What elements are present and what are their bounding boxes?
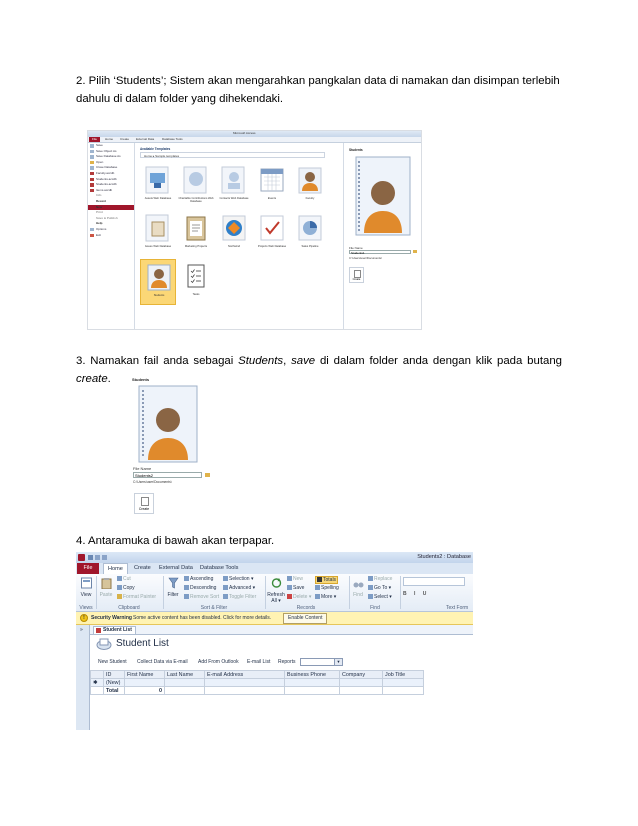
backstage-item-close-database[interactable]: Close Database: [88, 165, 134, 171]
document-tab-bar: [90, 625, 473, 635]
more-icon: [315, 594, 320, 599]
tab-home[interactable]: Home: [105, 137, 114, 141]
save-record-button[interactable]: Save: [287, 585, 304, 591]
form-title: Student List: [98, 638, 169, 649]
file-path: C:\Users\user\Documents\: [133, 480, 172, 484]
select-icon: [368, 594, 373, 599]
advanced-filter-icon: [223, 585, 228, 590]
backstage-item-save-object-as[interactable]: Save Object As: [88, 149, 134, 155]
funnel-icon: [168, 577, 179, 589]
table-row: [91, 679, 424, 687]
document-tab-student-list[interactable]: Student List: [93, 626, 136, 634]
column-header-company[interactable]: Company: [340, 671, 383, 679]
group-find: Find: [370, 605, 380, 611]
go-to-icon: [368, 585, 373, 590]
calendar-icon: [258, 165, 286, 195]
find-button[interactable]: Find: [351, 577, 365, 598]
backstage-item-save-publish[interactable]: Save & Publish: [96, 215, 118, 220]
options-icon: [90, 228, 94, 232]
recent-file[interactable]: Students.accdb: [88, 182, 134, 188]
group-text-formatting: Text Form: [446, 605, 469, 611]
new-file-icon: [354, 270, 361, 278]
dropdown-arrow-icon: ▼: [334, 659, 342, 665]
sort-ascending-icon: [184, 576, 189, 581]
more-button[interactable]: More ▾: [315, 594, 336, 600]
template-assets[interactable]: Assets Web Database: [140, 163, 176, 207]
access-file-icon: [90, 189, 94, 193]
access-file-icon: [90, 172, 94, 176]
id-cell[interactable]: (New): [104, 679, 125, 687]
ribbon-separator: [400, 576, 401, 609]
copy-icon: [117, 585, 122, 590]
database-icon: [90, 155, 94, 159]
go-to-button[interactable]: Go To ▾: [368, 585, 391, 591]
filter-button[interactable]: Filter: [165, 577, 181, 598]
reports-link[interactable]: Reports: [278, 659, 296, 665]
ascending-button[interactable]: Ascending: [184, 576, 213, 582]
tab-database-tools[interactable]: Database Tools: [200, 565, 239, 571]
screenshot-file-name-panel: [130, 377, 216, 515]
template-issues[interactable]: Issues Web Database: [140, 211, 176, 255]
step-3-emphasis: save: [291, 355, 316, 367]
student-preview-image: [133, 384, 201, 464]
access-file-icon: [90, 178, 94, 182]
template-preview-panel: [343, 143, 422, 330]
new-file-icon: [141, 497, 149, 506]
row-selector-header[interactable]: [91, 671, 104, 679]
step-3-text-part: 3. Namakan fail anda sebagai: [76, 355, 239, 367]
ribbon-tabs: [76, 563, 473, 574]
tab-external-data[interactable]: External Data: [136, 137, 155, 141]
header-row: [91, 671, 424, 679]
save-as-icon: [90, 150, 94, 154]
first-name-cell[interactable]: [125, 679, 165, 687]
new-record-icon: [287, 576, 292, 581]
new-record-indicator[interactable]: ✱: [91, 679, 104, 687]
add-from-outlook-link[interactable]: Add From Outlook: [198, 659, 239, 665]
person-icon: [296, 165, 324, 195]
total-label: Total: [104, 687, 125, 695]
view-button[interactable]: View: [78, 577, 94, 598]
step-3-emphasis: Students: [238, 355, 284, 367]
backstage-item-new[interactable]: New: [88, 205, 134, 211]
new-record-button[interactable]: New: [287, 576, 303, 582]
column-header-email[interactable]: E-mail Address: [205, 671, 285, 679]
save-icon[interactable]: [88, 555, 93, 560]
empty-cell: [383, 687, 424, 695]
clipboard-icon: [182, 213, 210, 243]
student-preview-image: [350, 155, 414, 239]
security-warning-message[interactable]: Some active content has been disabled. Click for more details.: [133, 615, 272, 621]
window-title-bar: [76, 552, 473, 563]
column-header-business-phone[interactable]: Business Phone: [285, 671, 340, 679]
select-button[interactable]: Select ▾: [368, 594, 392, 600]
empty-cell: [340, 687, 383, 695]
backstage-item-open[interactable]: Open: [88, 160, 134, 166]
template-northwind[interactable]: Northwind: [216, 211, 252, 255]
last-name-cell[interactable]: [165, 679, 205, 687]
step-3-text-part: di dalam folder anda dengan klik pada butang: [315, 355, 562, 367]
save-icon: [287, 585, 292, 590]
job-title-cell[interactable]: [383, 679, 424, 687]
delete-icon: [287, 594, 292, 599]
undo-icon[interactable]: [95, 555, 100, 560]
row-selector[interactable]: [91, 687, 104, 695]
selection-icon: [223, 576, 228, 581]
column-header-first-name[interactable]: First Name: [125, 671, 165, 679]
backstage-item-options[interactable]: Options: [88, 227, 134, 233]
template-faculty[interactable]: Faculty: [292, 163, 328, 207]
spelling-button[interactable]: Spelling: [315, 585, 339, 591]
company-cell[interactable]: [340, 679, 383, 687]
warning-icon: !: [80, 614, 88, 622]
group-records: Records: [296, 605, 316, 611]
step-2-text: 2. Pilih ‘Students’; Sistem akan mengarahkan pangkalan data di namakan dan disimpan terlebih dahulu di dalam folder yang dihekendaki.: [76, 75, 560, 105]
templates-panel: [135, 143, 335, 330]
ribbon: [76, 574, 473, 612]
group-views: Views: [79, 605, 93, 611]
folder-icon[interactable]: [413, 250, 417, 253]
backstage-item-print[interactable]: Print: [96, 210, 103, 215]
template-sales-pipeline[interactable]: Sales Pipeline: [292, 211, 328, 255]
sigma-icon: [317, 577, 322, 582]
group-clipboard: Clipboard: [118, 605, 140, 611]
copy-button[interactable]: Copy: [117, 585, 135, 591]
refresh-icon: [271, 577, 282, 589]
step-3-text-part: .: [107, 373, 111, 385]
toggle-filter-button[interactable]: Toggle Filter: [223, 594, 256, 600]
folder-icon[interactable]: [205, 473, 210, 477]
descending-button[interactable]: Descending: [184, 585, 216, 591]
business-phone-cell[interactable]: [285, 679, 340, 687]
template-breadcrumb[interactable]: Home ▸ Sample templates: [140, 152, 325, 158]
backstage-item-exit[interactable]: Exit: [88, 233, 134, 239]
template-students[interactable]: Students: [140, 259, 176, 305]
template-projects[interactable]: Projects Web Database: [254, 211, 290, 255]
new-student-link[interactable]: New Student: [98, 659, 127, 665]
navigation-pane-collapsed[interactable]: [76, 625, 90, 730]
paste-icon: [101, 577, 112, 589]
cut-button[interactable]: Cut: [117, 576, 131, 582]
file-name-input[interactable]: Students2: [133, 472, 202, 478]
remove-sort-icon: [184, 594, 189, 599]
scissors-icon: [117, 576, 122, 581]
student-datasheet: [90, 670, 424, 695]
template-events[interactable]: Events: [254, 163, 290, 207]
file-name-input[interactable]: Students1: [349, 250, 411, 254]
format-painter-button[interactable]: Format Painter: [117, 594, 156, 600]
redo-icon[interactable]: [102, 555, 107, 560]
toggle-filter-icon: [223, 594, 228, 599]
ribbon-separator: [349, 576, 350, 609]
database-template-icon: [182, 165, 210, 195]
step-4-text: 4. Antaramuka di bawah akan terpapar.: [76, 535, 275, 547]
step-3-text: [76, 352, 562, 370]
binoculars-icon: [353, 577, 364, 589]
tab-create[interactable]: Create: [120, 137, 130, 141]
view-icon: [81, 577, 92, 589]
step-3-emphasis: create: [76, 373, 108, 385]
close-icon: [90, 166, 94, 170]
total-value[interactable]: 0: [125, 687, 165, 695]
spelling-icon: [315, 585, 320, 590]
advanced-button[interactable]: Advanced ▾: [223, 585, 255, 591]
paste-button[interactable]: Paste: [98, 577, 114, 598]
screenshot-new-database-templates: [87, 130, 422, 330]
file-path: C:\Users\user\Documents\: [349, 256, 382, 260]
email-list-link[interactable]: E-mail List: [247, 659, 271, 665]
reports-dropdown[interactable]: [300, 658, 343, 666]
document-area: [76, 625, 473, 730]
folder-icon: [90, 161, 94, 165]
tab-home[interactable]: Home: [103, 563, 128, 574]
backstage-item-info[interactable]: Info: [96, 193, 102, 198]
group-sort-filter: Sort & Filter: [200, 605, 228, 611]
selection-button[interactable]: Selection ▾: [223, 576, 253, 582]
student-list-form-icon: [96, 637, 112, 650]
backstage-item-save-database-as[interactable]: Save Database As: [88, 154, 134, 160]
window-title: Students2 : Database: [417, 554, 471, 560]
exit-icon: [90, 234, 94, 238]
window-title: Microsoft Access: [233, 131, 256, 135]
enable-content-button[interactable]: Enable Content: [283, 613, 327, 624]
refresh-all-button[interactable]: Refresh All ▾: [266, 577, 286, 604]
tab-file[interactable]: File: [89, 137, 100, 142]
column-header-job-title[interactable]: Job Title: [383, 671, 424, 679]
column-header-id[interactable]: ID: [104, 671, 125, 679]
security-warning-bar: [76, 612, 473, 625]
screenshot-access-interface: [76, 552, 473, 730]
tab-external-data[interactable]: External Data: [159, 565, 193, 571]
access-logo-icon: [78, 554, 85, 561]
access-file-icon: [90, 183, 94, 187]
available-templates-heading: Available Templates: [140, 147, 171, 151]
step-3-text-part: ,: [283, 355, 292, 367]
replace-icon: [368, 576, 373, 581]
database-template-icon: [220, 165, 248, 195]
tab-database-tools[interactable]: Database Tools: [162, 137, 183, 141]
ribbon-separator: [163, 576, 164, 609]
collect-data-link[interactable]: Collect Data via E-mail: [137, 659, 188, 665]
security-warning-title: Security Warning: [91, 615, 132, 621]
northwind-icon: [220, 213, 248, 243]
form-icon: [96, 628, 101, 633]
total-row: [91, 687, 424, 695]
delete-record-button[interactable]: Delete ▾: [287, 594, 311, 600]
panel-title: Students: [132, 377, 150, 382]
tab-file[interactable]: File: [77, 563, 99, 574]
recent-file[interactable]: Items.accdb: [88, 188, 134, 194]
backstage-item-save[interactable]: Save: [88, 143, 134, 149]
backstage-menu: [88, 143, 135, 330]
database-template-icon: [144, 213, 172, 243]
save-icon: [90, 144, 94, 148]
template-charitable-contributions[interactable]: Charitable Contributions Web Database: [178, 163, 214, 207]
recent-file[interactable]: Students.accdb: [88, 177, 134, 183]
font-select[interactable]: [403, 577, 465, 586]
sort-descending-icon: [184, 585, 189, 590]
task-list-icon: [182, 261, 210, 291]
column-header-last-name[interactable]: Last Name: [165, 671, 205, 679]
template-marketing-projects[interactable]: Marketing Projects: [178, 211, 214, 255]
totals-button[interactable]: Totals: [315, 576, 338, 584]
backstage-item-recent[interactable]: Recent: [96, 198, 107, 203]
person-icon: [145, 262, 173, 292]
preview-title: Students: [349, 148, 363, 152]
database-template-icon: [144, 165, 172, 195]
empty-cell: [165, 687, 205, 695]
create-button[interactable]: Create: [349, 267, 364, 283]
tab-create[interactable]: Create: [134, 565, 151, 571]
recent-file[interactable]: Faculty.accdb: [88, 171, 134, 177]
remove-sort-button[interactable]: Remove Sort: [184, 594, 219, 600]
text-format-buttons[interactable]: B I U: [403, 591, 430, 597]
checkmark-icon: [258, 213, 286, 243]
file-name-label: File Name: [133, 466, 152, 471]
ribbon-separator: [96, 576, 97, 609]
template-tasks[interactable]: Tasks: [178, 259, 214, 303]
email-cell[interactable]: [205, 679, 285, 687]
template-contacts[interactable]: Contacts Web Database: [216, 163, 252, 207]
pie-chart-icon: [296, 213, 324, 243]
empty-cell: [285, 687, 340, 695]
empty-cell: [205, 687, 285, 695]
replace-button[interactable]: Replace: [368, 576, 392, 582]
backstage-item-help[interactable]: Help: [96, 221, 103, 226]
format-painter-icon: [117, 594, 122, 599]
create-button[interactable]: Create: [134, 493, 154, 514]
file-name-label: File Name: [349, 246, 363, 250]
expand-chevron-icon: »: [80, 627, 83, 633]
